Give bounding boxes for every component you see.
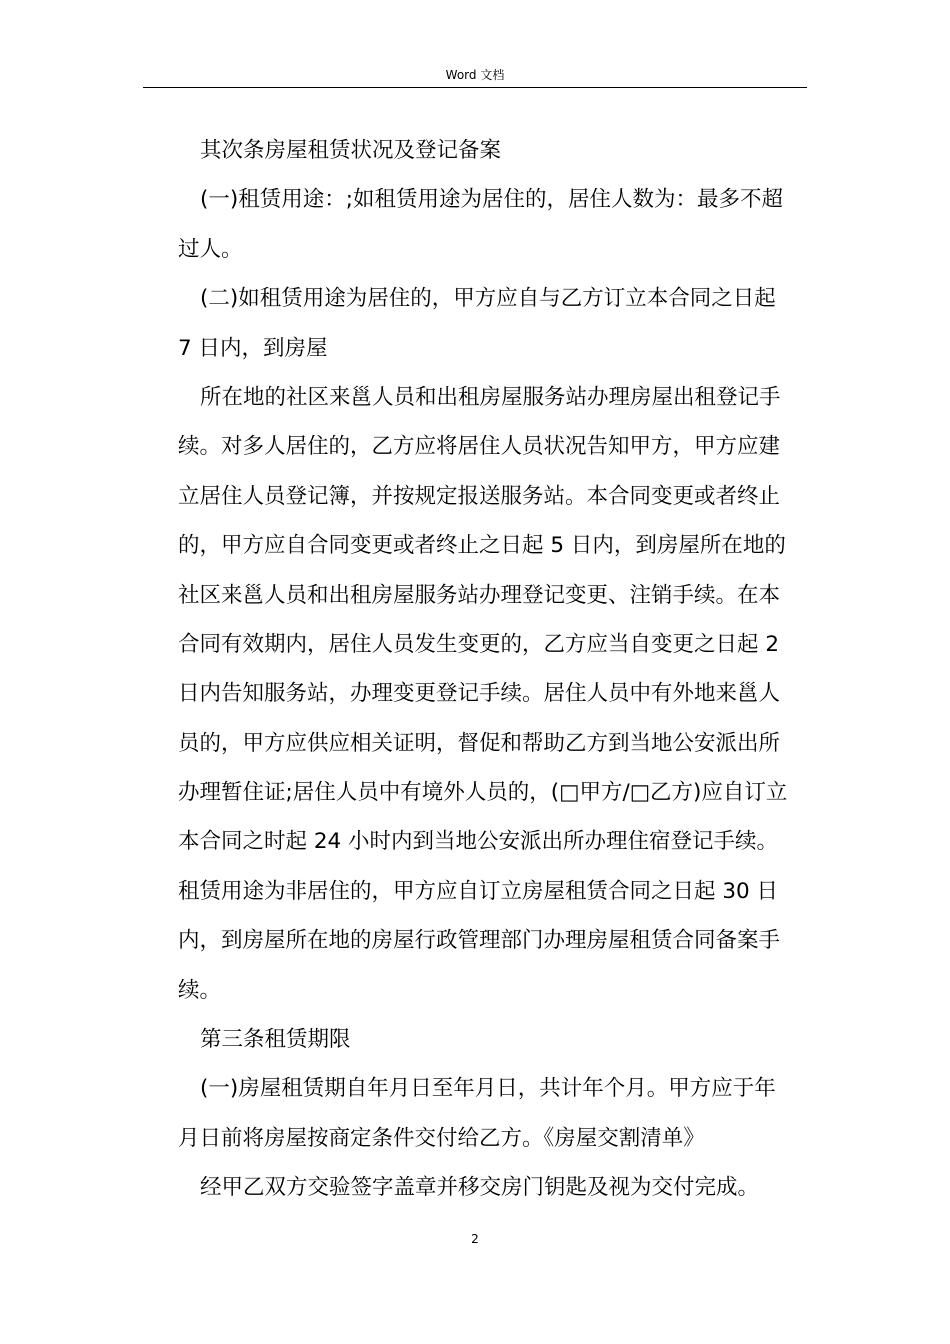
text-line: 过人。 (178, 236, 243, 262)
text-line: 经甲乙双方交验签字盖章并移交房门钥匙及视为交付完成。 (200, 1175, 760, 1201)
text-line: 续。 (178, 977, 222, 1003)
text-line: 第三条租赁期限 (200, 1027, 351, 1053)
text-line: 租赁用途为非居住的，甲方应自订立房屋租赁合同之日起 30 日 (178, 878, 779, 904)
text-line: (二)如租赁用途为居住的，甲方应自与乙方订立本合同之日起 (200, 286, 776, 312)
page-header: Word 文档 (445, 68, 505, 82)
text-line: 立居住人员登记簿，并按规定报送服务站。本合同变更或者终止 (178, 483, 781, 509)
text-line: 7 日内，到房屋 (178, 335, 328, 361)
page-number: 2 (471, 1232, 479, 1246)
text-line: (一)租赁用途：;如租赁用途为居住的，居住人数为：最多不超 (200, 187, 784, 213)
text-line: 其次条房屋租赁状况及登记备案 (200, 138, 502, 163)
text-line: 日内告知服务站，办理变更登记手续。居住人员中有外地来邕人 (178, 681, 781, 707)
text-line: 所在地的社区来邕人员和出租房屋服务站办理房屋出租登记手 (200, 384, 781, 410)
text-line: 办理暂住证;居住人员中有境外人员的，(□甲方/□乙方)应自订立 (178, 780, 788, 806)
text-line: 员的，甲方应供应相关证明，督促和帮助乙方到当地公安派出所 (178, 730, 781, 756)
text-line: (一)房屋租赁期自年月日至年月日，共计年个月。甲方应于年 (200, 1076, 776, 1102)
text-line: 续。对多人居住的，乙方应将居住人员状况告知甲方，甲方应建 (178, 434, 781, 460)
text-line: 社区来邕人员和出租房屋服务站办理登记变更、注销手续。在本 (178, 582, 781, 608)
document-body (178, 126, 808, 1213)
text-line: 本合同之时起 24 小时内到当地公安派出所办理住宿登记手续。 (178, 829, 779, 855)
header-divider (143, 87, 807, 88)
text-line: 月日前将房屋按商定条件交付给乙方。《房屋交割清单》 (178, 1125, 705, 1151)
text-line: 内，到房屋所在地的房屋行政管理部门办理房屋租赁合同备案手 (178, 928, 781, 954)
text-line: 合同有效期内，居住人员发生变更的，乙方应当自变更之日起 2 (178, 631, 780, 657)
text-line: 的，甲方应自合同变更或者终止之日起 5 日内，到房屋所在地的 (178, 533, 786, 559)
